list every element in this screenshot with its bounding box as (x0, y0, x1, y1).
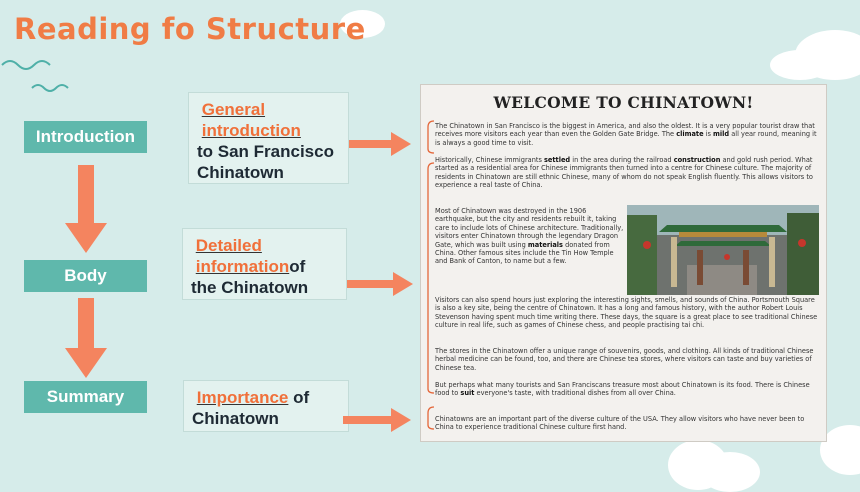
introduction-card (188, 92, 349, 184)
body-card (182, 228, 347, 300)
chinatown-photo (627, 205, 819, 295)
wave-decoration (0, 55, 70, 75)
article-paragraph: The stores in the Chinatown offer a unique range of souvenirs, goods, and clothing. All kinds of traditional Chinese herbal medicine can be found, too, and there are Chinese tea stores, where visitors can taste and buy varieties of Chinese tea. (435, 347, 814, 372)
right-arrow-icon (347, 272, 413, 296)
card-text: of (293, 388, 310, 407)
card-text: of (289, 257, 306, 276)
card-text: Chinatown (192, 409, 279, 428)
down-arrow-icon (65, 165, 107, 253)
article-document (420, 84, 827, 442)
wave-decoration (30, 80, 80, 96)
article-paragraph: Historically, Chinese immigrants settled in the area during the railroad construction and gold rush period. What started as a residential area for Chinese immigrants then turned into a centre for Chinese culture. The majority of residents in Chinatown are still ethnic Chinese, many of whom do not speak English fluently. This allows visitors to experience a real taste of China. (435, 156, 813, 190)
article-paragraph: The Chinatown in San Francisco is the biggest in America, and also the oldest. It is a very popular tourist draw that receives more visitors each year than even the Golden Gate Bridge. The climate is mild all year round, meaning it is always a good time to visit. (435, 122, 817, 147)
summary-card (183, 380, 349, 432)
article-paragraph: But perhaps what many tourists and San Franciscans treasure most about Chinatown is its food. There is Chinese food to suit everyone's taste, with traditional dishes from all over China. (435, 381, 810, 398)
fill-blank (197, 120, 340, 141)
article-paragraph: Visitors can also spend hours just exploring the interesting sights, smells, and sounds of China. Portsmouth Square is also a key site, being the centre of Chinatown. It has a long and famous history, with the author Robert Louis Stevenson having spent much time writing there. These days, the square is a great place to see traditional Chinese culture in real life, such as games of Chinese chess, and people practising tai chi. (435, 296, 818, 330)
answer-detailed: Detailed (195, 236, 262, 255)
introduction-label: Introduction (24, 121, 147, 153)
card-text: to San Francisco (197, 142, 334, 161)
answer-information: information (195, 257, 290, 276)
article-paragraph: Most of Chinatown was destroyed in the 1906 earthquake, but the city and residents rebuilt it, taking care to include lots of Chinese architecture. Traditionally, visitors enter Chinatown through the legendary Dragon Gate, which was built using materials donated from China. Other famous sites include the Tin How Temple and Bank of Canton, to name but a few. (435, 207, 624, 266)
card-text: the Chinatown (191, 278, 309, 297)
fill-blank (191, 235, 338, 256)
right-arrow-icon (349, 132, 411, 156)
article-heading: WELCOME TO CHINATOWN! (493, 93, 754, 112)
fill-blank (192, 387, 340, 408)
cloud-decoration (700, 452, 760, 492)
article-paragraph: Chinatowns are an important part of the diverse culture of the USA. They allow visitors who have never been to China to experience traditional Chinese culture first hand. (435, 415, 805, 432)
fill-blank (197, 99, 340, 120)
answer-general: General (201, 100, 266, 119)
body-label: Body (24, 260, 147, 292)
cloud-decoration (770, 50, 830, 80)
summary-label: Summary (24, 381, 147, 413)
page-title: Reading fo Structure (14, 12, 366, 46)
fill-blank (191, 256, 338, 277)
card-text: Chinatown (197, 163, 284, 182)
right-arrow-icon (343, 408, 411, 432)
answer-importance: Importance (196, 388, 289, 407)
answer-introduction: introduction (201, 121, 301, 140)
down-arrow-icon (65, 298, 107, 378)
bracket-decoration (425, 119, 435, 442)
